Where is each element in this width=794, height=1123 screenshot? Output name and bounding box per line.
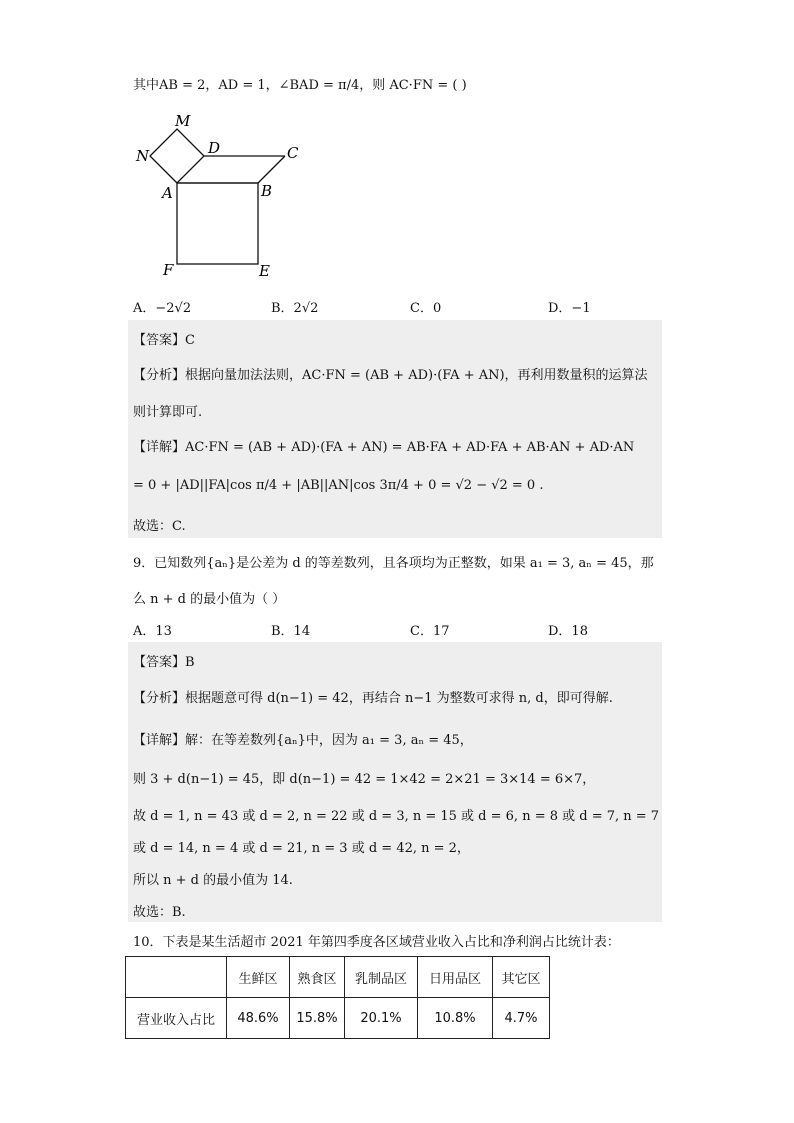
table-header-cell: 生鲜区 [227,957,290,998]
q9-stem-line2: 么 n + d 的最小值为（ ） [133,592,286,607]
q9-detail-line1: 【详解】解：在等差数列{aₙ}中，因为 a₁ = 3, aₙ = 45， [133,733,473,748]
q8-analysis-cont: 则计算即可. [133,405,203,420]
table-cell: 20.1% [345,998,418,1039]
q8-solution-block [128,320,662,538]
q8-stem: 其中AB = 2，AD = 1，∠BAD = π/4，则 AC·FN = ( ) [133,78,467,93]
q8-detail-line2: = 0 + |AD||FA|cos π/4 + |AB||AN|cos 3π/4 + 0 = √2 − √2 = 0 . [133,478,544,493]
q10-stat-table [125,956,550,1039]
q9-detail-line5: 所以 n + d 的最小值为 14. [133,873,293,888]
table-header-cell [126,957,227,998]
geometry-figure [130,108,330,283]
table-header-cell: 熟食区 [290,957,345,998]
table-cell: 15.8% [290,998,345,1039]
label-m: M [175,112,191,130]
q8-option-c: C．0 [410,301,442,316]
q9-detail-line2: 则 3 + d(n−1) = 45，即 d(n−1) = 42 = 1×42 = 2×21 = 3×14 = 6×7， [133,772,596,787]
q9-analysis: 【分析】根据题意可得 d(n−1) = 42，再结合 n−1 为整数可求得 n, d，即可得解. [133,691,613,706]
table-row [126,998,550,1039]
q8-detail-line1: 【详解】AC·FN = (AB + AD)·(FA + AN) = AB·FA + AD·FA + AB·AN + AD·AN [133,440,635,455]
table-header-cell: 乳制品区 [345,957,418,998]
q9-answer: 【答案】B [133,655,195,670]
label-d: D [208,139,221,157]
table-cell: 4.7% [493,998,550,1039]
square-anmd [150,129,204,183]
label-e: E [259,262,270,280]
q8-analysis: 【分析】根据向量加法法则，AC·FN = (AB + AD)·(FA + AN)，再利用数量积的运算法 [133,368,648,383]
q9-option-d: D．18 [548,624,588,639]
label-c: C [287,144,299,162]
q8-choice: 故选：C. [133,519,186,534]
q8-option-d: D．−1 [548,301,591,316]
q10-stem: 10．下表是某生活超市 2021 年第四季度各区域营业收入占比和净利润占比统计表： [133,935,620,950]
q8-option-a: A．−2√2 [133,301,192,316]
segment-bc [258,156,285,183]
q8-answer: 【答案】C [133,333,195,348]
label-n: N [136,147,150,165]
square-abef [177,183,258,264]
table-row-label: 营业收入占比 [126,998,227,1039]
q9-option-c: C．17 [410,624,450,639]
label-b: B [261,182,273,200]
table-header-row [126,957,550,998]
q9-stem-line1: 9．已知数列{aₙ}是公差为 d 的等差数列，且各项均为正整数，如果 a₁ = 3, aₙ = 45，那 [133,556,654,571]
table-header-cell: 日用品区 [418,957,493,998]
q9-detail-line3: 故 d = 1, n = 43 或 d = 2, n = 22 或 d = 3, n = 15 或 d = 6, n = 8 或 d = 7, n = 7 [133,809,660,824]
table-header-cell: 其它区 [493,957,550,998]
q9-option-a: A．13 [133,624,172,639]
label-a: A [162,184,173,202]
q8-option-b: B．2√2 [271,301,319,316]
label-f: F [163,261,174,279]
q9-choice: 故选：B. [133,905,186,920]
table-cell: 10.8% [418,998,493,1039]
q9-detail-line4: 或 d = 14, n = 4 或 d = 21, n = 3 或 d = 42, n = 2， [133,841,470,856]
q9-option-b: B．14 [271,624,311,639]
table-cell: 48.6% [227,998,290,1039]
